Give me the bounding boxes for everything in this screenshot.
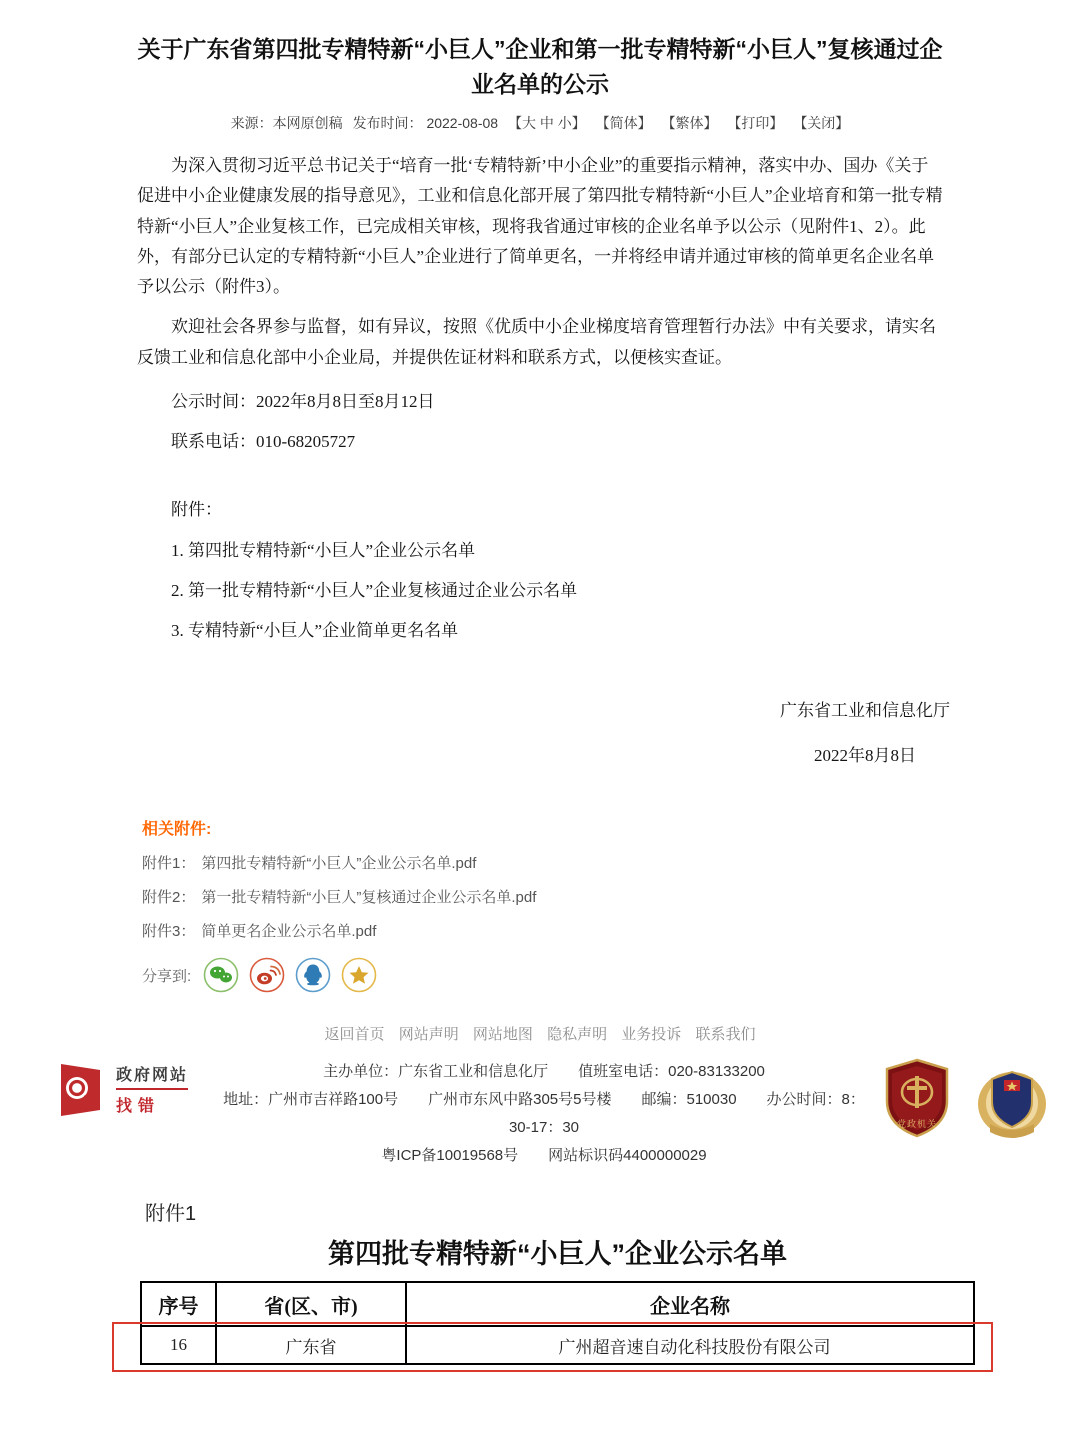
show-time: 公示时间：2022年8月8日至8月12日 [171, 391, 435, 411]
cell-company: 广州超音速自动化科技股份有限公司 [406, 1326, 974, 1364]
attachment-doc-label: 附件1 [145, 1203, 197, 1226]
footer-link-contact[interactable]: 联系我们 [695, 1026, 756, 1044]
police-badge[interactable] [974, 1058, 1050, 1147]
footer-info-line3: 粤ICP备10019568号 网站标识码4400000029 [381, 1146, 707, 1164]
party-gov-badge[interactable] [884, 1058, 950, 1143]
contact-phone: 联系电话：010-68205727 [171, 432, 356, 451]
site-footer [0, 1058, 1080, 1169]
related-label-1: 附件1： [142, 855, 196, 873]
footer-link-privacy[interactable]: 隐私声明 [547, 1026, 608, 1044]
related-link-3[interactable] [142, 920, 1080, 941]
party-badge-label: 党政机关 [896, 1119, 937, 1130]
error-logo-line2: 找错 [116, 1098, 161, 1116]
attachment-doc-title: 第四批专精特新“小巨人”企业公示名单 [328, 1239, 787, 1270]
related-file-3[interactable]: 简单更名企业公示名单.pdf [201, 923, 377, 941]
wechat-icon[interactable] [203, 957, 239, 993]
publish-time: 发布时间： 2022-08-08 [352, 115, 499, 131]
page-title: 关于广东省第四批专精特新“小巨人”企业和第一批专精特新“小巨人”复核通过企业名单的公示 [137, 36, 943, 97]
police-badge-icon [974, 1058, 1050, 1142]
attachment-line-2: 2. 第一批专精特新“小巨人”企业复核通过企业公示名单 [171, 580, 578, 600]
table-header-row [141, 1282, 974, 1326]
qzone-icon[interactable] [341, 957, 377, 993]
related-attachments [142, 816, 1080, 941]
cell-index: 16 [141, 1326, 216, 1364]
footer-link-complaint[interactable]: 业务投诉 [621, 1026, 682, 1044]
footer-info-line1: 主办单位：广东省工业和信息化厅 值班室电话：020-83133200 [323, 1063, 765, 1081]
attachment-line-3: 3. 专精特新“小巨人”企业简单更名名单 [171, 621, 459, 640]
related-file-1[interactable]: 第四批专精特新“小巨人”企业公示名单.pdf [201, 855, 477, 873]
attachments-label: 附件： [171, 500, 222, 520]
print-button[interactable]: 【打印】 [727, 115, 784, 131]
related-label-3: 附件3： [142, 923, 196, 941]
footer-info-line2: 地址：广州市吉祥路100号 广州市东风中路305号5号楼 邮编：510030 办公时间：8：30-17：30 [223, 1091, 865, 1136]
body-paragraph-1: 为深入贯彻习近平总书记关于“培育一批‘专精特新’中小企业”的重要指示精神，落实中办、国办《关于促进中小企业健康发展的指导意见》，工业和信息化部开展了第四批专精特新“小巨人”企业培育和第一批专精特新“小巨人”企业复核工作，已完成相关审核，现将我省通过审核的企业名单予以公示（见附件1、2）。此外，有部分已认定的专精特新“小巨人”企业进行了简单更名，一并将经申请并通过审核的简单更名企业名单予以公示（附件3）。 [137, 156, 943, 296]
related-label-2: 附件2： [142, 889, 196, 907]
footer-nav [0, 1023, 1080, 1044]
signature-block [0, 696, 1080, 766]
footer-badges [880, 1058, 1080, 1147]
related-file-2[interactable]: 第一批专精特新“小巨人”复核通过企业公示名单.pdf [201, 889, 537, 907]
col-header-index: 序号 [141, 1282, 216, 1326]
related-link-1[interactable] [142, 852, 1080, 873]
gov-error-report-widget[interactable] [58, 1058, 208, 1120]
attachment-line-1: 1. 第四批专精特新“小巨人”企业公示名单 [171, 540, 476, 560]
article-body [137, 151, 943, 646]
footer-link-home[interactable]: 返回首页 [324, 1026, 385, 1044]
body-paragraph-2: 欢迎社会各界参与监督，如有异议，按照《优质中小企业梯度培育管理暂行办法》中有关要求，请实名反馈工业和信息化部中小企业局，并提供佐证材料和联系方式，以便核实查证。 [137, 317, 936, 367]
font-size-control[interactable]: 【大 中 小】 [507, 115, 586, 131]
table-row [141, 1326, 974, 1364]
col-header-company: 企业名称 [406, 1282, 974, 1326]
source-label: 来源：本网原创稿 [230, 115, 343, 131]
footer-info [208, 1058, 880, 1169]
related-heading: 相关附件: [142, 821, 212, 839]
article-meta [0, 113, 1080, 133]
share-label: 分享到: [142, 967, 192, 985]
simplified-button[interactable]: 【简体】 [595, 115, 652, 131]
signer-name: 广东省工业和信息化厅 [780, 701, 950, 721]
sign-date: 2022年8月8日 [814, 746, 916, 766]
attachment-table [140, 1281, 975, 1365]
cell-province: 广东省 [216, 1326, 406, 1364]
related-link-2[interactable] [142, 886, 1080, 907]
share-row [142, 957, 1080, 993]
weibo-icon[interactable] [249, 957, 285, 993]
col-header-province: 省(区、市) [216, 1282, 406, 1326]
footer-link-statement[interactable]: 网站声明 [398, 1026, 459, 1044]
traditional-button[interactable]: 【繁体】 [661, 115, 718, 131]
error-logo-line1: 政府网站 [116, 1062, 188, 1090]
close-button[interactable]: 【关闭】 [793, 115, 850, 131]
qq-icon[interactable] [295, 957, 331, 993]
error-magnifier-icon [58, 1058, 110, 1120]
footer-link-sitemap[interactable]: 网站地图 [472, 1026, 533, 1044]
